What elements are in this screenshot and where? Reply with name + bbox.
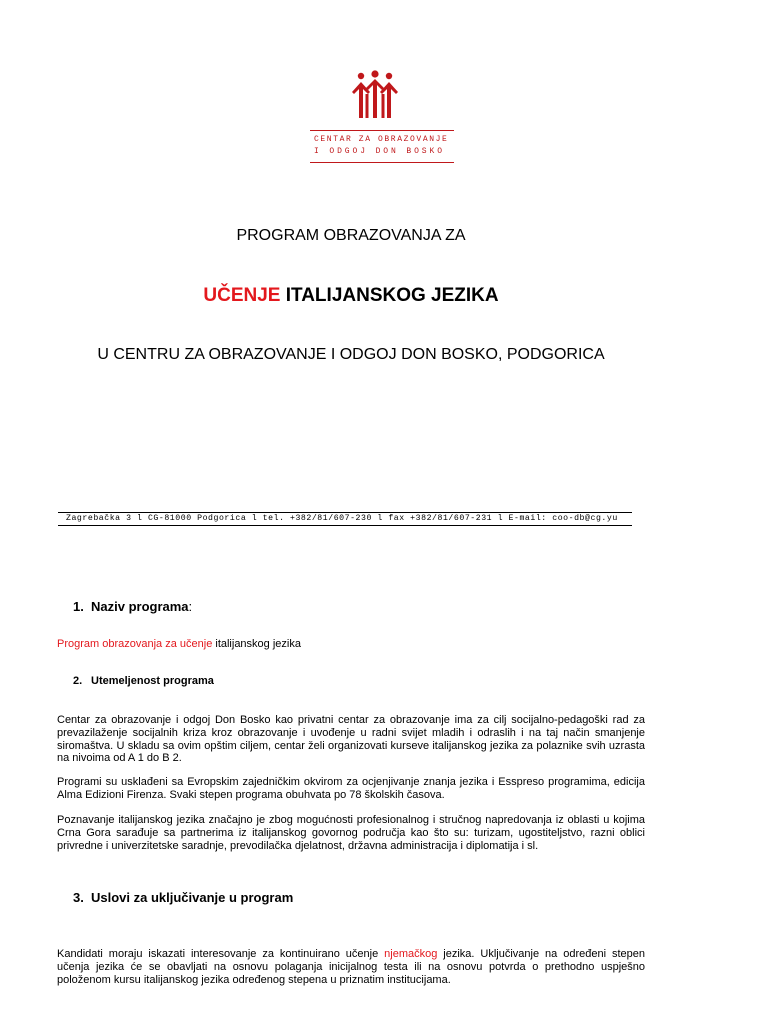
section-title: Uslovi za uključivanje u program	[91, 890, 294, 905]
address-bar: Zagrebačka 3 l CG-81000 Podgorica l tel. +382/81/607-230 l fax +382/81/607-231 l E-mail: coo-db@cg.yu	[66, 514, 618, 523]
section-2-paragraph-3: Poznavanje italijanskog jezika značajno je zbog mogućnosti profesionalnog i stručnog napredovanja iz oblasti u kojima Crna Gora sarađuje sa partnerima iz italijanskog govornog područja kao što su: turizam, ugostiteljstvo, razni oblici privredne i univerzitetske saradnje, prevodilačka djelatnost, državna administracija i diplomatija i sl.	[57, 814, 645, 852]
title-highlight: UČENJE	[203, 285, 281, 306]
section-1-heading	[73, 599, 192, 614]
document-title-line2	[0, 285, 702, 307]
section-colon: :	[188, 599, 193, 614]
section-3-heading	[73, 890, 293, 905]
logo-divider-bottom	[310, 162, 454, 163]
logo-text-line1: CENTAR ZA OBRAZOVANJE	[314, 135, 449, 144]
section-3-text-a: Kandidati moraju iskazati interesovanje za kontinuirano učenje	[57, 948, 385, 960]
section-3-text-b: jezika. Uključivanje na određeni stepen učenja jezika će se obavljati na osnovu polaganja inicijalnog testa ili na osnovu potvrda o prethodno uspješno položenom kursu italijanskog jezika određenog stepena u priznatim institucijama.	[57, 948, 645, 986]
logo-text-line2: I ODGOJ DON BOSKO	[314, 147, 445, 156]
section-title: Utemeljenost programa	[91, 675, 214, 687]
section-2-heading	[73, 675, 214, 687]
program-name-paragraph	[57, 638, 645, 651]
section-number: 1.	[73, 599, 84, 614]
document-title-line1: PROGRAM OBRAZOVANJA ZA	[236, 227, 466, 244]
program-name-rest: italijanskog jezika	[212, 638, 301, 650]
address-rule-top	[58, 512, 632, 513]
section-number: 2.	[73, 675, 83, 687]
section-2-paragraph-2: Programi su usklađeni sa Evropskim zajedničkim okvirom za ocjenjivanje znanja jezika i Esspreso programima, edicija Alma Edizioni Firenza. Svaki stepen programa obuhvata po 78 školskih časova.	[57, 776, 645, 801]
three-figures-logo-icon	[350, 70, 400, 122]
section-number: 3.	[73, 890, 84, 905]
section-2-paragraph-1: Centar za obrazovanje i odgoj Don Bosko kao privatni centar za obrazovanje ima za cilj socijalno-pedagoški rad za prevazilaženje socijalnih kriza kroz obrazovanje i uvođenje u radni svijet mladih i odraslih i na taj način smanjenje siromaštva. U skladu sa ovim opštim ciljem, centar želi organizovati kurseve italijanskog jezika za polaznike svih uzrasta na nivoima od A 1 do B 2.	[57, 714, 645, 765]
logo-divider-top	[310, 130, 454, 131]
section-title: Naziv programa	[91, 599, 189, 614]
section-3-highlight: njemačkog	[384, 948, 438, 960]
section-3-paragraph	[57, 948, 645, 986]
document-title-line3: U CENTRU ZA OBRAZOVANJE I ODGOJ DON BOSKO, PODGORICA	[97, 346, 605, 363]
title-rest: ITALIJANSKOG JEZIKA	[280, 285, 499, 306]
program-name-highlight: Program obrazovanja za učenje	[57, 638, 213, 650]
address-rule-bottom	[58, 525, 632, 526]
